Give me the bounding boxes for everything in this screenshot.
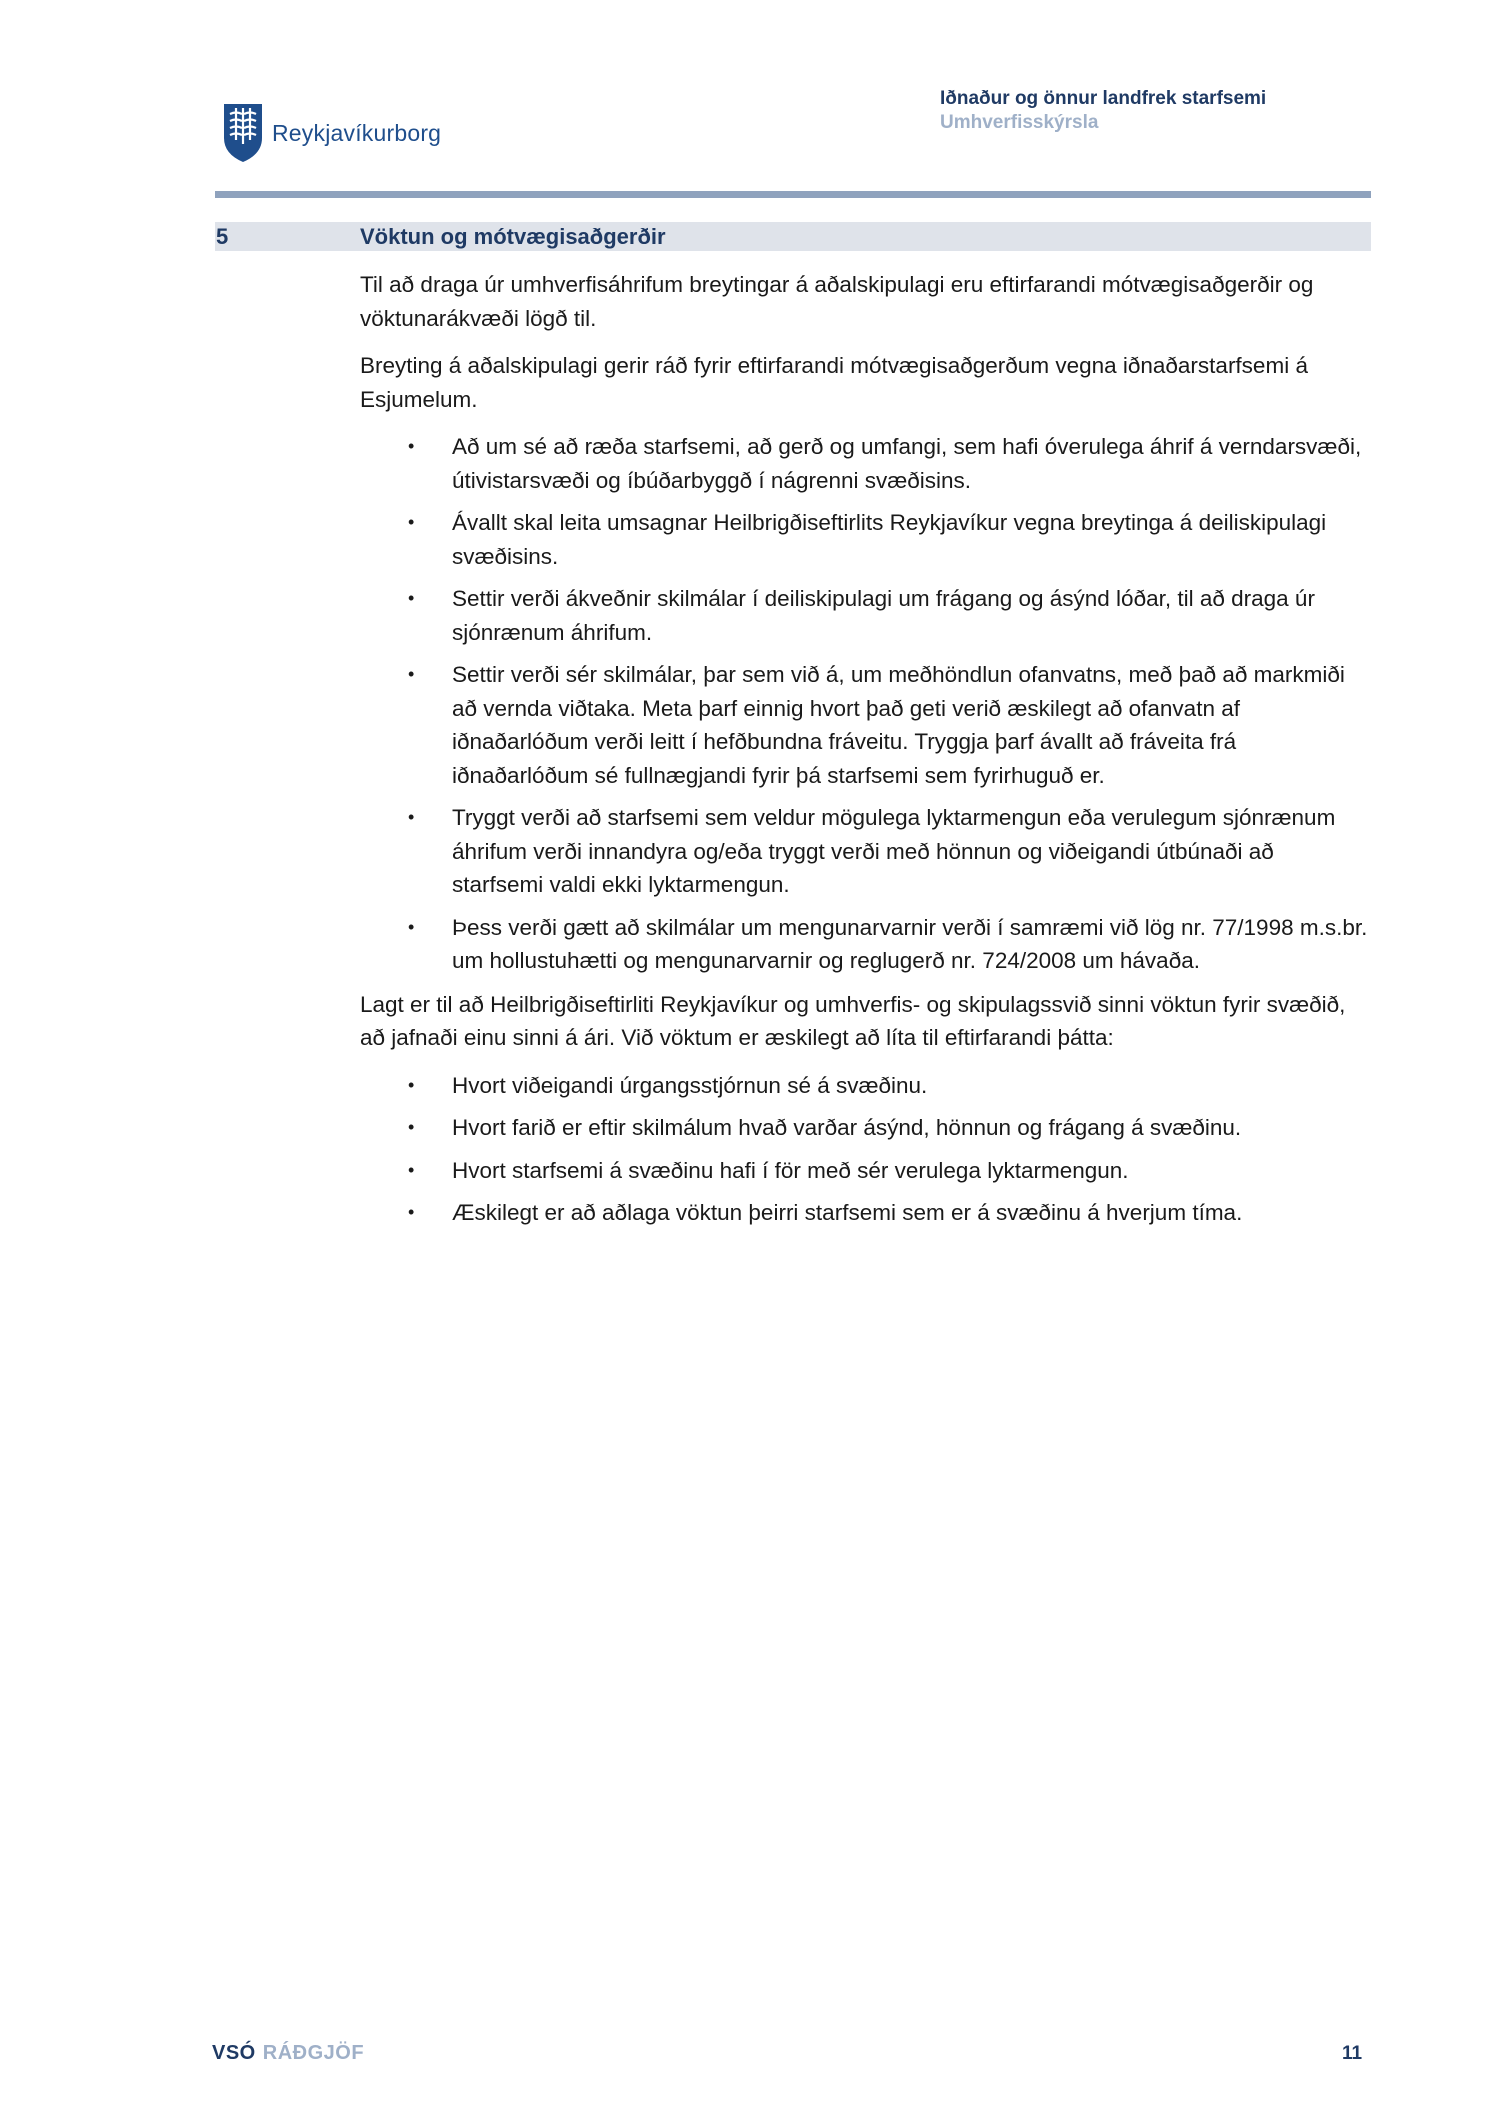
footer-brand-part1: VSÓ	[212, 2042, 256, 2064]
list-item	[360, 506, 1370, 573]
reykjavik-shield-icon	[222, 102, 264, 164]
list-item	[360, 1196, 1370, 1230]
list-item	[360, 1154, 1370, 1188]
header-rule	[215, 191, 1371, 198]
bullet-icon: •	[408, 436, 415, 456]
page-number: 11	[1342, 2043, 1363, 2064]
bullet-icon: •	[408, 807, 415, 827]
header-subtitle: Umhverfisskýrsla	[940, 112, 1099, 133]
bullet-icon: •	[408, 588, 415, 608]
mitigation-paragraph: Breyting á aðalskipulagi gerir ráð fyrir eftirfarandi mótvægisaðgerðum vegna iðnaðarstarfsemi á Esjumelum.	[360, 353, 1308, 412]
mitigation-list	[360, 430, 1370, 978]
intro-paragraph: Til að draga úr umhverfisáhrifum breytingar á aðalskipulagi eru eftirfarandi mótvægisaðgerðir og vöktunarákvæði lögð til.	[360, 272, 1314, 331]
list-item	[360, 658, 1370, 792]
list-item	[360, 1111, 1370, 1145]
list-item-text: Þess verði gætt að skilmálar um mengunarvarnir verði í samræmi við lög nr. 77/1998 m.s.br. um hollustuhætti og mengunarvarnir og reglugerð nr. 724/2008 um hávaða.	[452, 914, 1368, 973]
bullet-icon: •	[408, 664, 415, 684]
bullet-icon: •	[408, 512, 415, 532]
list-item	[360, 1069, 1370, 1103]
bullet-icon: •	[408, 1117, 415, 1137]
section-title: Vöktun og mótvægisaðgerðir	[360, 224, 666, 249]
bullet-icon: •	[408, 1202, 415, 1222]
list-item-text: Settir verði ákveðnir skilmálar í deiliskipulagi um frágang og ásýnd lóðar, til að draga úr sjónrænum áhrifum.	[452, 586, 1315, 645]
list-item-text: Æskilegt er að aðlaga vöktun þeirri starfsemi sem er á svæðinu á hverjum tíma.	[452, 1200, 1243, 1225]
list-item-text: Ávallt skal leita umsagnar Heilbrigðiseftirlits Reykjavíkur vegna breytinga á deiliskipulagi svæðisins.	[452, 510, 1327, 569]
list-item-text: Hvort farið er eftir skilmálum hvað varðar ásýnd, hönnun og frágang á svæðinu.	[452, 1115, 1242, 1140]
monitoring-list	[360, 1069, 1370, 1230]
list-item-text: Að um sé að ræða starfsemi, að gerð og umfangi, sem hafi óverulega áhrif á verndarsvæði, útivistarsvæði og íbúðarbyggð í nágrenni svæðisins.	[452, 434, 1362, 493]
list-item-text: Hvort starfsemi á svæðinu hafi í för með sér verulega lyktarmengun.	[452, 1157, 1129, 1183]
running-header	[940, 87, 1266, 135]
header-title: Iðnaður og önnur landfrek starfsemi	[940, 88, 1267, 109]
list-item	[360, 801, 1370, 902]
list-item	[360, 430, 1370, 497]
section-body	[360, 268, 1370, 1240]
bullet-icon: •	[408, 916, 415, 937]
monitoring-paragraph: Lagt er til að Heilbrigðiseftirliti Reykjavíkur og umhverfis- og skipulagssvið sinni vöktun fyrir svæðið, að jafnaði einu sinni á ári. Við vöktum er æskilegt að líta til eftirfarandi þátta:	[360, 991, 1346, 1050]
list-item	[360, 911, 1370, 978]
bullet-icon: •	[408, 1074, 415, 1095]
list-item-text: Tryggt verði að starfsemi sem veldur mögulega lyktarmengun eða verulegum sjónrænum áhrifum verði innandyra og/eða tryggt verði með hönnun og viðeigandi útbúnaði að starfsemi valdi ekki lyktarmengun.	[452, 805, 1336, 897]
bullet-icon: •	[408, 1159, 415, 1180]
list-item	[360, 582, 1370, 649]
footer-brand-part2: RÁÐGJÖF	[262, 2042, 365, 2064]
list-item-text: Settir verði sér skilmálar, þar sem við á, um meðhöndlun ofanvatns, með það að markmiði að vernda viðtaka. Meta þarf einnig hvort það geti verið æskilegt að ofanvatn af iðnaðarlóðum verði leitt í hefðbundna fráveitu. Tryggja þarf ávallt að fráveita frá iðnaðarlóðum sé fullnægjandi fyrir þá starfsemi sem fyrirhuguð er.	[452, 662, 1345, 788]
section-number: 5	[216, 224, 229, 249]
footer-brand-logo	[212, 2042, 364, 2065]
logo-text: Reykjavíkurborg	[272, 119, 442, 146]
list-item-text: Hvort viðeigandi úrgangsstjórnun sé á svæðinu.	[452, 1072, 928, 1098]
reykjavik-logo	[222, 102, 441, 164]
